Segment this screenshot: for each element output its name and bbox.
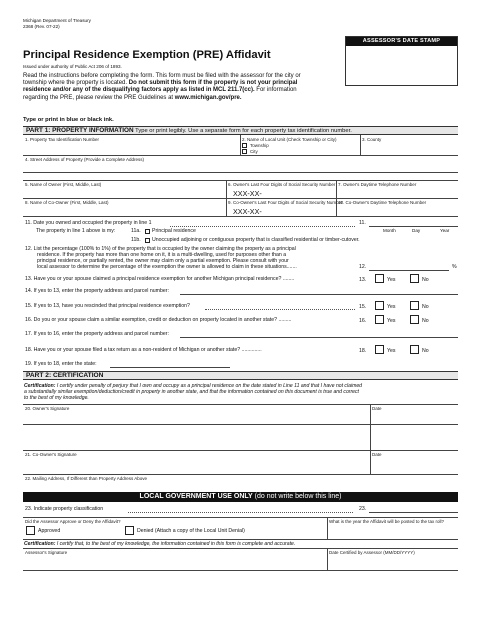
q18-no-checkbox[interactable] [410,345,419,354]
q15-no-label: No [422,304,429,310]
part1-header: PART 1: PROPERTY INFORMATION Type or print legibly. Use a separate form for each property tax identification number. [23,126,458,135]
approved-checkbox[interactable] [26,526,35,535]
approved-label: Approved [38,528,61,534]
owner-ssn-field[interactable]: 6. Owner's Last Four Digits of Social Security Number [228,182,336,187]
q16-no-label: No [422,318,429,324]
mailing-address-field[interactable]: 22. Mailing Address, If Different than Property Address Above [25,476,147,481]
q18-no-label: No [422,348,429,354]
q16-yes-label: Yes [387,318,396,324]
q17-address-field[interactable] [180,337,458,338]
approve-deny-question: Did the Assessor Approve or Deny the Affidavit? [25,519,121,524]
q16-no-checkbox[interactable] [410,315,419,324]
q12-line-4: local assessor to determine the percentage of the exemption the owner is allowed to claim in these situations....... [37,264,297,270]
intro-paragraph [23,73,463,102]
local-unit-field[interactable]: 2. Name of Local Unit (Check Township or City) [242,137,337,142]
assessor-date-field[interactable]: Date Certified by Assessor (MM/DD/YYYY) [329,550,415,555]
local-use-header: LOCAL GOVERNMENT USE ONLY (do not write below this line) [23,492,458,502]
street-address-field[interactable]: 4. Street Address of Property (Provide a Complete Address) [25,157,145,162]
q15-no-checkbox[interactable] [410,301,419,310]
denied-checkbox[interactable] [125,526,134,535]
q11-is-text: The property in line 1 above is my: [36,228,116,234]
city-label: City [250,149,258,154]
q11-year: Year [440,228,450,233]
intro-line-4: regarding the PRE, please review the PRE Guidelines at www.michigan.gov/pre. [23,94,242,101]
tax-roll-year-field[interactable]: What is the year the Affidavit will be posted to the tax roll? [329,519,444,524]
county-field[interactable]: 3. County [362,137,382,142]
pre-guidelines-link[interactable]: www.michigan.gov/pre. [174,94,242,101]
part2-header: PART 2: CERTIFICATION [23,371,458,380]
property-tax-id-field[interactable]: 1. Property Tax Identification Number [25,137,99,142]
assessor-signature-field[interactable]: Assessor's Signature [25,550,68,555]
coowner-phone-field[interactable]: 10. Co-Owner's Daytime Telephone Number [338,200,427,205]
q11b-number: 11b. [131,237,141,243]
q12-line-1: 12. List the percentage (100% to 1%) of the property that is occupied by the owner claiming the property as a principal [25,246,296,252]
q15-number: 15. [359,304,367,310]
ink-note: Type or print in blue or black ink. [23,117,114,123]
coowner-ssn-value: XXX-XX- [233,207,262,216]
owner-signature-date[interactable]: Date [372,406,382,411]
q16-text: 16. Do you or your spouse claim a similar exemption, credit or deduction on property located in another state? ......... [25,317,292,323]
q11b-text: Unoccupied adjoining or contiguous property that is classified residential or timber-cutover. [152,237,360,243]
owner-phone-field[interactable]: 7. Owner's Daytime Telephone Number [338,182,417,187]
part2-certification: Certification: I certify under penalty of perjury that I own and occupy as a principal residence on the date stated in Line 11 and that I have not claimed a substantially similar exemption/deduction/credit in property in another state, and that the information contained on this document is true and correct to the best of my knowledge. [24,383,362,402]
q12-line-2: residence. If the property has more than one home on it, it is a multi-dwelling, used for purposes other than a [37,252,287,258]
principal-residence-checkbox[interactable] [145,229,150,234]
q19-text: 19. If yes to 18, enter the state: [25,361,97,367]
unoccupied-property-checkbox[interactable] [145,238,150,243]
q11a-text: Principal residence [152,228,196,234]
q17-text: 17. If yes to 16, enter the property address and parcel number: [25,331,169,337]
coowner-name-field[interactable]: 8. Name of Co-Owner (First, Middle, Last) [25,200,109,205]
owner-signature-field[interactable]: 20. Owner's Signature [25,406,70,411]
intro-line-1: Read the instructions before completing the form. This form must be filed with the assessor for the city or [23,73,301,79]
coowner-ssn-field[interactable]: 9. Co-Owner's Last Four Digits of Social Security Number [228,200,343,205]
q18-number: 18. [359,348,367,354]
form-title: Principal Residence Exemption (PRE) Affidavit [23,49,271,61]
agency-name: Michigan Department of Treasury [23,18,91,23]
q18-yes-checkbox[interactable] [375,345,384,354]
q13-yes-label: Yes [387,277,396,283]
q11-month: Month [383,228,396,233]
coowner-signature-field[interactable]: 21. Co-Owner's Signature [25,452,77,457]
q15-yes-label: Yes [387,304,396,310]
q18-yes-label: Yes [387,348,396,354]
q12-percent-field[interactable] [369,270,449,271]
q13-number: 13. [359,277,367,283]
q23-classification-field[interactable] [369,512,458,513]
q15-yes-checkbox[interactable] [375,301,384,310]
q12-line-3: principal residence, or partially rented, the owner may claim only a partial exemption. Please consult with your [37,258,289,264]
q13-no-checkbox[interactable] [410,274,419,283]
q14-text: 14. If yes to 13, enter the property address and parcel number: [25,288,169,294]
q18-text: 18. Have you or your spouse filed a tax return as a non-resident of Michigan or another state? .............. [25,347,262,353]
q16-number: 16. [359,318,367,324]
q19-state-field[interactable] [110,367,230,368]
q12-percent-sign: % [452,264,457,270]
q12-number: 12. [359,264,367,270]
local-certification: Certification: I certify that, to the best of my knowledge, the information contained in this form is complete and accurate. [24,541,296,547]
stamp-label: ASSESSOR'S DATE STAMP [346,37,457,46]
q15-text: 15. If yes to 13, have you rescinded that principal residence exemption? [25,303,190,309]
authority-text: Issued under authority of Public Act 206 of 1893. [23,64,122,69]
q23-text: 23. Indicate property classification [25,506,104,512]
q11-number: 11. [359,220,366,226]
township-label: Township [250,143,269,148]
coowner-signature-date[interactable]: Date [372,452,382,457]
denied-label: Denied (Attach a copy of the Local Unit Denial) [137,528,245,534]
q14-address-field[interactable] [180,294,458,295]
intro-line-2: township where the property is located. Do not submit this form if the property is not your principal [23,80,298,87]
township-checkbox[interactable] [242,143,247,148]
q11a-number: 11a. [131,228,141,234]
form-number: 2368 (Rev. 07-22) [23,24,60,29]
q13-yes-checkbox[interactable] [375,274,384,283]
owner-name-field[interactable]: 5. Name of Owner (First, Middle, Last) [25,182,102,187]
q23-number: 23. [359,506,367,512]
q11-day: Day [412,228,421,233]
q11-text: 11. Date you owned and occupied the property in line 1 [25,220,152,226]
owner-ssn-value: XXX-XX- [233,189,262,198]
intro-line-3: residence and/or any of the disqualifying factors apply as listed in MCL 211.7(cc). For information [23,87,297,94]
q16-yes-checkbox[interactable] [375,315,384,324]
q13-text: 13. Have you or your spouse claimed a principal residence exemption for another Michigan principal residence? ........ [25,276,295,282]
city-checkbox[interactable] [242,149,247,154]
q13-no-label: No [422,277,429,283]
